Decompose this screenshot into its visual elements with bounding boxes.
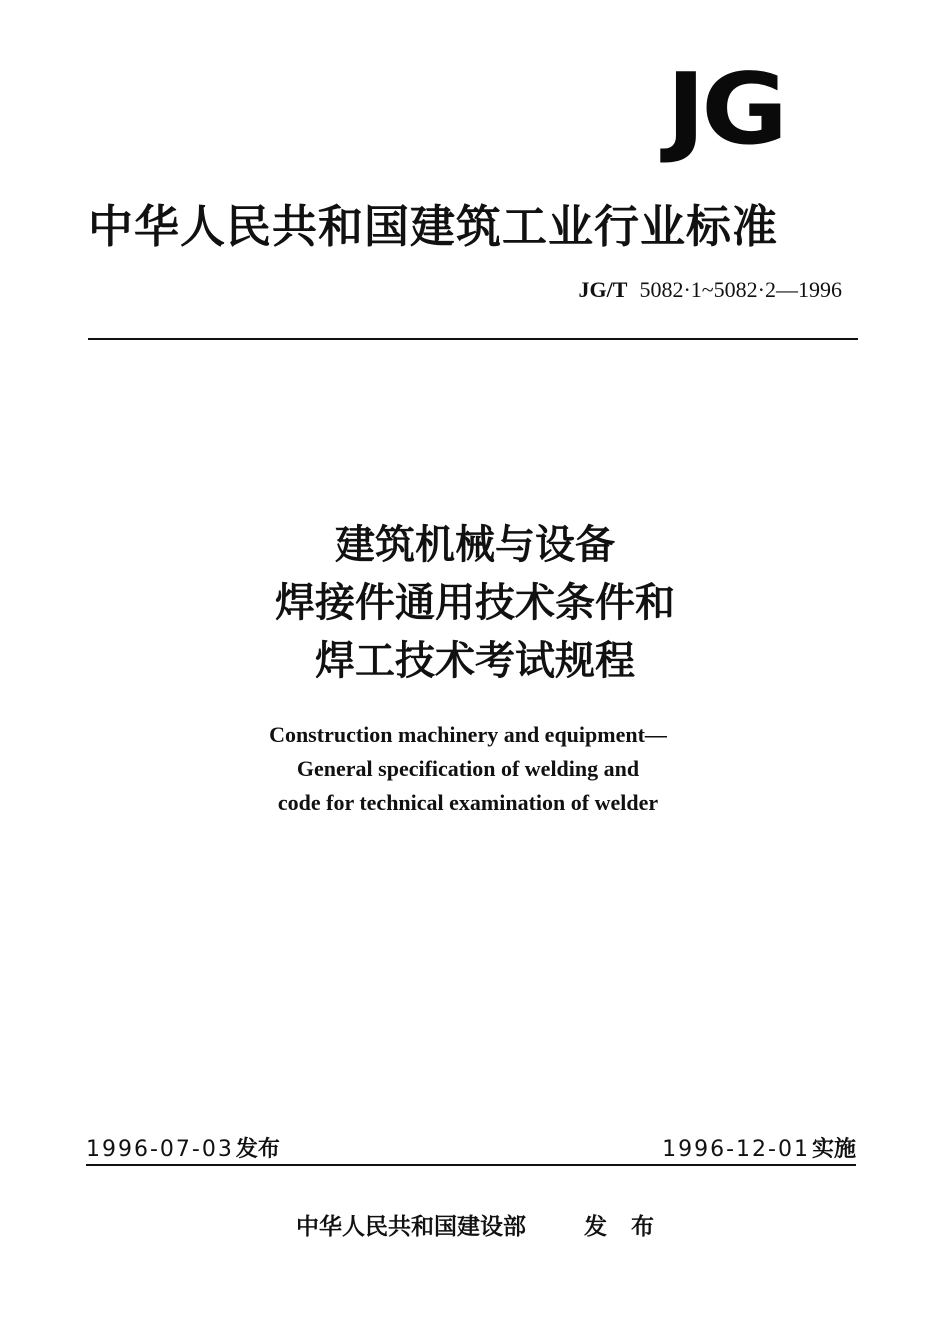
title-cn-line: 建筑机械与设备 [335, 522, 615, 568]
title-en-line: code for technical examination of welder [277, 790, 659, 815]
effective-date-block [662, 1132, 856, 1163]
jg-logo: JG [666, 53, 784, 167]
standard-number [579, 277, 842, 303]
date-row [86, 1132, 856, 1166]
footer-divider [86, 1164, 856, 1166]
issue-date: 1996-07-03 [86, 1137, 234, 1162]
header-divider [88, 338, 858, 340]
standard-prefix: JG/T [578, 277, 628, 302]
issue-label: 发布 [235, 1137, 280, 1162]
standard-code: 5082·1~5082·2—1996 [639, 277, 842, 302]
effective-date: 1996-12-01 [662, 1137, 810, 1162]
title-cn-line: 焊接件通用技术条件和 [275, 580, 675, 626]
effective-label: 实施 [811, 1137, 856, 1162]
publisher-name: 中华人民共和国建设部 [296, 1214, 526, 1240]
title-cn-line: 焊工技术考试规程 [315, 638, 635, 684]
publish-label: 发 布 [584, 1214, 663, 1240]
issue-date-block [86, 1132, 280, 1163]
document-title-english [0, 718, 936, 820]
title-en-line: Construction machinery and equipment— [269, 722, 667, 747]
document-title-chinese [0, 516, 950, 690]
standard-category-title: 中华人民共和国建筑工业行业标准 [88, 200, 779, 253]
title-en-line: General specification of welding and [296, 756, 640, 781]
